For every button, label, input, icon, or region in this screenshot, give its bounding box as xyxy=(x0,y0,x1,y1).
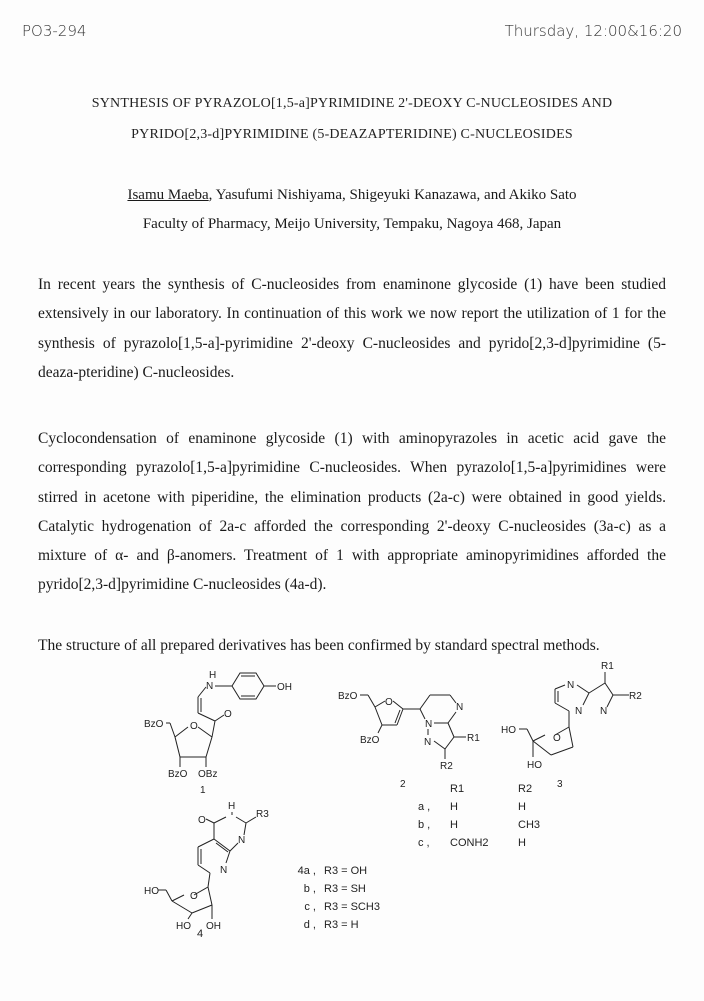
s2-bzo-top: BzO xyxy=(338,691,358,702)
s3-n1: N xyxy=(567,680,575,691)
structure-1-diagram xyxy=(140,665,325,795)
structure-1-number: 1 xyxy=(200,785,206,796)
substituent-table-4 xyxy=(278,862,380,934)
table-row: c , R3 = SCH3 xyxy=(304,900,380,913)
s3-ho-top: HO xyxy=(501,725,516,736)
structure-3-diagram xyxy=(501,655,685,790)
s1-obz: OBz xyxy=(198,769,218,780)
s1-o-keto: O xyxy=(224,709,232,720)
s4-r3: R3 xyxy=(256,809,269,820)
structure-4-number: 4 xyxy=(197,928,204,940)
title-line-1: SYNTHESIS OF PYRAZOLO[1,5-a]PYRIMIDINE 2'-DEOXY C-NUCLEOSIDES AND xyxy=(91,96,613,111)
s2-n3: N xyxy=(424,737,432,748)
s4-ho-top: HO xyxy=(144,886,159,897)
s2-o-ring: O xyxy=(385,697,393,708)
s2-r2: R2 xyxy=(440,761,453,772)
s4-oh: OH xyxy=(206,921,221,932)
paragraph-conclusion: The structure of all prepared derivatives has been confirmed by standard spectral methods. xyxy=(38,637,600,654)
col-header-r1: R1 xyxy=(450,782,465,795)
s1-bzo-top: BzO xyxy=(144,719,164,730)
structure-2-diagram xyxy=(330,665,510,790)
paragraph-intro: In recent years the synthesis of C-nucleosides from enaminone glycoside (1) have been studied extensively in our laboratory. In continuation of this work we now report the utilization of 1 for the synthesis of pyrazolo[1,5-a]-pyrimidine 2'-deoxy C-nucleosides and pyrido[2,3-d]pyrimidine (5-deaza-pteridine) C-nucleosides. xyxy=(38,276,666,381)
s4-o: O xyxy=(198,815,206,826)
session-schedule: Thursday, 12:00&16:20 xyxy=(504,22,682,40)
affiliation: Faculty of Pharmacy, Meijo University, Tempaku, Nagoya 468, Japan xyxy=(142,216,562,232)
table-row: d , R3 = H xyxy=(303,918,359,931)
s3-ho-bottom: HO xyxy=(527,760,542,771)
s4-h: H xyxy=(228,801,236,812)
author-list xyxy=(0,187,704,204)
s4-n2: N xyxy=(220,865,228,876)
s3-r1: R1 xyxy=(601,661,614,672)
s4-n1: N xyxy=(238,835,246,846)
s4-o-ring: O xyxy=(190,891,198,902)
s2-r1: R1 xyxy=(467,733,480,744)
s1-oh: OH xyxy=(277,682,292,693)
s2-n2: N xyxy=(425,719,433,730)
s3-r2: R2 xyxy=(629,691,642,702)
s3-n3: N xyxy=(600,706,608,717)
s3-n2: N xyxy=(575,706,583,717)
title-line-2: PYRIDO[2,3-d]PYRIMIDINE (5-DEAZAPTERIDINE) C-NUCLEOSIDES xyxy=(131,127,573,142)
table-row: b , R3 = SH xyxy=(303,882,366,895)
abstract-code: PO3-294 xyxy=(22,22,87,40)
presenting-author: Isamu Maeba xyxy=(127,187,209,203)
s1-o-ring: O xyxy=(190,721,198,732)
paragraph-methods: Cyclocondensation of enaminone glycoside (1) with aminopyrazoles in acetic acid gave the corresponding pyrazolo[1,5-a]pyrimidine C-nucleosides. When pyrazolo[1,5-a]pyrimidines were stirred in acetone with piperidine, the elimination products (2a-c) were obtained in good yields. Catalytic hydrogenation of 2a-c afforded the corresponding 2'-deoxy C-nucleosides (3a-c) as a mixture of α- and β-anomers. Treatment of 1 with appropriate aminopyrimidines afforded the pyrido[2,3-d]pyrimidine C-nucleosides (4a-d). xyxy=(38,430,666,594)
s2-bzo-bottom: BzO xyxy=(360,735,380,746)
structure-4-diagram xyxy=(144,795,280,940)
s1-h: H xyxy=(209,670,217,681)
structure-2-number: 2 xyxy=(400,779,406,790)
s1-benzene-ring xyxy=(232,673,264,699)
table-row: 4a , R3 = OH xyxy=(297,864,368,877)
co-authors: , Yasufumi Nishiyama, Shigeyuki Kanazawa, and Akiko Sato xyxy=(208,187,577,203)
s1-bzo-bottom: BzO xyxy=(168,769,188,780)
col-header-r2: R2 xyxy=(518,782,533,795)
substituent-table-2-3 xyxy=(418,780,540,852)
table-row: c , CONH2 H xyxy=(418,836,526,849)
table-row: b , H CH3 xyxy=(418,818,541,831)
table-row: a , H H xyxy=(418,800,526,813)
s4-ho-bottom: HO xyxy=(176,921,191,932)
structure-3-number: 3 xyxy=(557,779,563,790)
s3-o-ring: O xyxy=(553,733,561,744)
s1-n: N xyxy=(206,681,214,692)
s2-n1: N xyxy=(456,702,464,713)
